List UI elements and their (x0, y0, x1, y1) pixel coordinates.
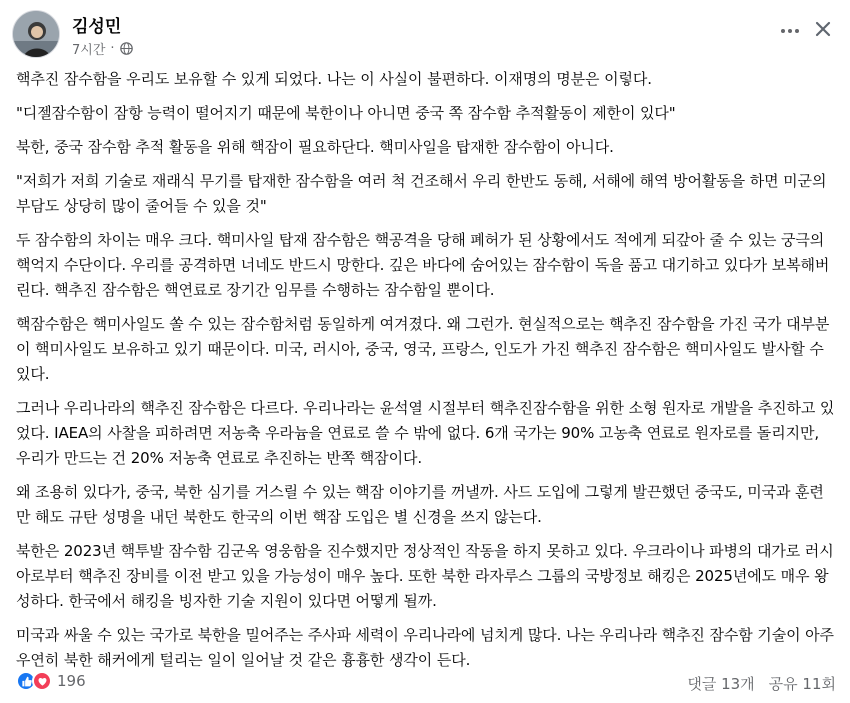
love-icon (32, 671, 52, 691)
reaction-count: 196 (57, 672, 86, 690)
post-stats (687, 673, 836, 694)
post-header (12, 8, 838, 64)
post-meta (72, 39, 133, 58)
post-body (16, 67, 836, 682)
post-paragraph: 북한, 중국 잠수함 추적 활동을 위해 핵잠이 필요하단다. 핵미사일을 탑재한 잠수함이 아니다. (16, 138, 614, 156)
post-paragraph: 핵잠수함은 핵미사일도 쏠 수 있는 잠수함처럼 동일하게 여겨졌다. 왜 그런가. 현실적으로는 핵추진 잠수함을 가진 국가 대부분이 핵미사일도 보유하고 있기 때문이다. 미국, 러시아, 중국, 영국, 프랑스, 인도가 가진 핵추진 잠수함은 핵미사일도 발사할 수 있다. (16, 315, 830, 383)
post-footer (16, 669, 836, 699)
reaction-summary[interactable] (16, 671, 86, 691)
author-avatar[interactable] (12, 10, 60, 58)
post-paragraph: 두 잠수함의 차이는 매우 크다. 핵미사일 탑재 잠수함은 핵공격을 당해 폐허가 된 상황에서도 적에게 되갚아 줄 수 있는 궁극의 핵억지 수단이다. 우리를 공격하면 너네도 반드시 망한다. 깊은 바다에 숨어있는 잠수함이 독을 품고 대기하고 있다가 보복해버린다. 핵추진 잠수함은 핵연료로 장기간 임무를 수행하는 잠수함일 뿐이다. (16, 231, 830, 299)
post-paragraph: 미국과 싸울 수 있는 국가로 북한을 밀어주는 주사파 세력이 우리나라에 넘치게 많다. 나는 우리나라 핵추진 잠수함 기술이 아주 우연히 북한 해커에게 털리는 일이 일어날 것 같은 흉흉한 생각이 든다. (16, 626, 834, 669)
post-paragraph: "저희가 저희 기술로 재래식 무기를 탑재한 잠수함을 여러 척 건조해서 우리 한반도 동해, 서해에 해역 방어활동을 하면 미군의 부담도 상당히 많이 줄어들 수 있을 것" (16, 172, 827, 215)
profile-photo-icon (13, 11, 60, 58)
post-paragraph: 북한은 2023년 핵투발 잠수함 김군옥 영웅함을 진수했지만 정상적인 작동을 하지 못하고 있다. 우크라이나 파병의 대가로 러시아로부터 핵추진 장비를 이전 받고 있을 가능성이 매우 높다. 또한 북한 라자루스 그룹의 국방정보 해킹은 2025년에도 매우 왕성하다. 한국에서 해킹을 빙자한 기술 지원이 있다면 어떻게 될까. (16, 542, 834, 610)
globe-icon (120, 42, 133, 55)
post-paragraph: 그러나 우리나라의 핵추진 잠수함은 다르다. 우리나라는 윤석열 시절부터 핵추진잠수함을 위한 소형 원자로 개발을 추진하고 있었다. IAEA의 사찰을 피하려면 저농축 우라늄을 연료로 쓸 수 밖에 없다. 6개 국가는 90% 고농축 연료로 원자로를 돌리지만, 우리가 만드는 건 20% 저농축 연료로 추진하는 반쪽 핵잠이다. (16, 399, 835, 467)
post-paragraph: "디젤잠수함이 잠항 능력이 떨어지기 때문에 북한이나 아니면 중국 쪽 잠수함 추적활동이 제한이 있다" (16, 104, 676, 122)
author-name[interactable]: 김성민 (72, 17, 122, 37)
comments-count-link[interactable]: 댓글 13개 (687, 675, 755, 693)
meta-separator: · (110, 41, 115, 56)
post-paragraph: 핵추진 잠수함을 우리도 보유할 수 있게 되었다. 나는 이 사실이 불편하다. 이재명의 명분은 이렇다. (16, 70, 652, 88)
more-options-icon[interactable] (776, 20, 804, 42)
shares-count-link[interactable]: 공유 11회 (768, 675, 836, 693)
post-time[interactable]: 7시간 (72, 43, 106, 58)
post-paragraph: 왜 조용히 있다가, 중국, 북한 심기를 거스릴 수 있는 핵잠 이야기를 꺼낼까. 사드 도입에 그렇게 발끈했던 중국도, 미국과 훈련만 해도 규탄 성명을 내던 북한도 한국의 이번 핵잠 도입은 별 신경을 쓰지 않는다. (16, 483, 824, 526)
close-icon[interactable] (810, 16, 836, 42)
